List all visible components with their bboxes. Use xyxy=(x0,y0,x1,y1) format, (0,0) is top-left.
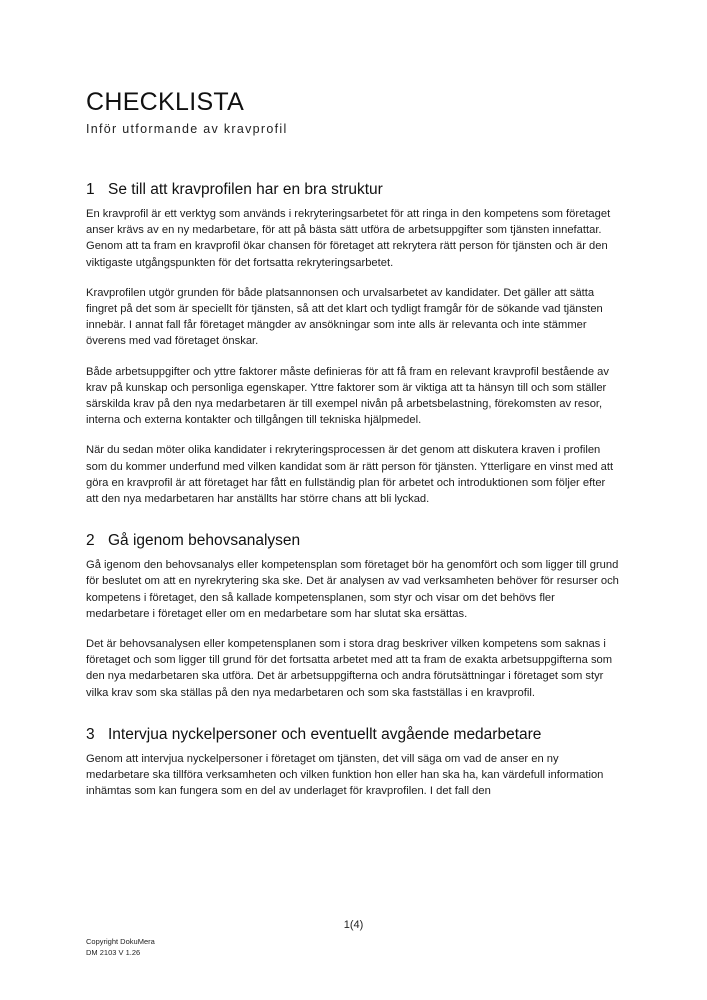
page-number: 1(4) xyxy=(343,919,364,931)
section-number: 1 xyxy=(86,181,95,198)
section-3 xyxy=(86,725,620,800)
paragraph: Både arbetsuppgifter och yttre faktorer måste definieras för att få fram en relevant kravprofil bestående av krav på kunskap och personliga egenskaper. Yttre faktorer som är viktiga att ta hänsyn till och som ställer särskilda krav på den nya medarbetaren är till exempel nivån på arbetsbelastning, förekomsten av resor, interna och externa kontakter och tillgången till tekniska hjälpmedel. xyxy=(86,365,609,427)
paragraph: När du sedan möter olika kandidater i rekryteringsprocessen är det genom att diskutera kraven i profilen som du kommer underfund med vilken kandidat som är rätt person för tjänsten. Ytterligare en vinst med att göra en kravprofil är att företaget har fått en fullständig plan för arbetet och introduktionen som följer efter att den nya medarbetaren har anställts har större chans att bli lyckad. xyxy=(86,444,614,506)
section-title: Intervjua nyckelpersoner och eventuellt avgående medarbetare xyxy=(108,725,542,743)
document-content xyxy=(86,180,620,799)
paragraph: Kravprofilen utgör grunden för både platsannonsen och urvalsarbetet av kandidater. Det gäller att sätta fingret på det som är speciellt för tjänsten, så att det klart och tydligt framgår för de sökande vad tjänsten innebär. I annat fall får företaget mängder av ansökningar som inte alls är relevanta och inte stämmer överens med vad företaget önskar. xyxy=(86,286,603,348)
section-heading xyxy=(86,531,620,551)
section-number: 2 xyxy=(86,532,95,550)
section-heading xyxy=(86,180,620,200)
document-subtitle: Inför utformande av kravprofil xyxy=(86,122,288,136)
section-heading xyxy=(86,725,620,745)
section-title: Se till att kravprofilen har en bra struktur xyxy=(108,181,383,198)
copyright-text: Copyright DokuMera xyxy=(86,937,155,946)
section-title: Gå igenom behovsanalysen xyxy=(108,532,301,550)
paragraph: Genom att intervjua nyckelpersoner i företaget om tjänsten, det vill säga om vad de anser en ny medarbetare ska tillföra verksamheten och vilken funktion hon eller han ska ha, kan värdefull information inhämtas som kan fungera som en del av underlaget för kravprofilen. I det fall den xyxy=(86,752,604,798)
paragraph: Gå igenom den behovsanalys eller kompetensplan som företaget bör ha genomfört och som ligger till grund för beslutet om att en nyrekrytering ska ske. Det är analysen av vad verksamheten behöver för resurser och kompetens i företaget, den så kallade kompetensplanen, som styr och visar om det behövs fler medarbetare i företaget eller om en medarbetare som har slutat ska ersättas. xyxy=(86,559,619,620)
section-1 xyxy=(86,180,620,507)
section-2 xyxy=(86,531,620,701)
paragraph: Det är behovsanalysen eller kompetensplanen som i stora drag beskriver vilken kompetens som saknas i företaget och som ligger till grund för det fortsatta arbetet med att ta fram de exakta arbetsuppgifterna som den nya medarbetaren ska utföra. Det är arbetsuppgifterna och andra förutsättningar i företaget som styr vilka krav som ska ställas på den nya medarbetaren och som ska fastställas i en kravprofil. xyxy=(86,638,613,699)
footer xyxy=(86,936,155,958)
document-title: CHECKLISTA xyxy=(86,88,245,116)
paragraph: En kravprofil är ett verktyg som används i rekryteringsarbetet för att ringa in den kompetens som företaget anser krävs av en ny medarbetare, för att på bästa sätt utföra de arbetsuppgifter som tjänsten innefattar. Genom att ta fram en kravprofil ökar chansen för företaget att rekrytera rätt person för tjänsten och är den viktigaste utgångspunkten för det fortsatta rekryteringsarbetet. xyxy=(86,208,611,269)
document-id: DM 2103 V 1.26 xyxy=(86,948,141,957)
section-number: 3 xyxy=(86,725,95,743)
